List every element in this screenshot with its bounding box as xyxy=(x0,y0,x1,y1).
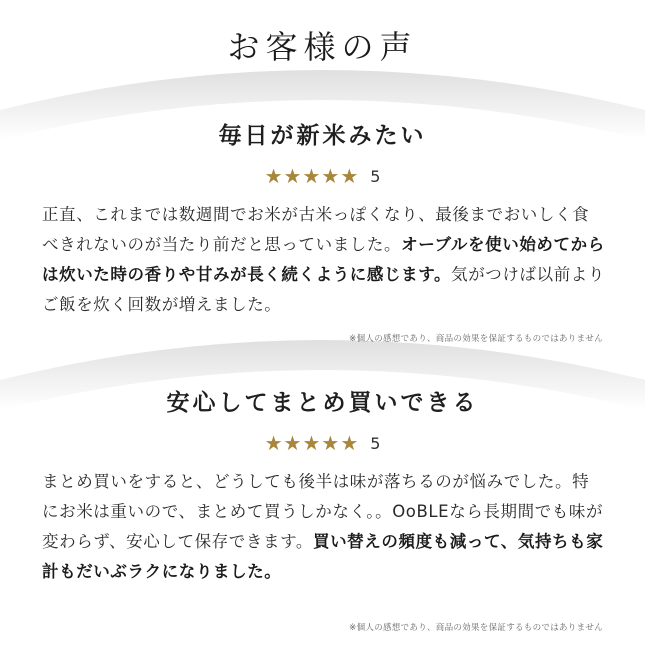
disclaimer-note: ※個人の感想であり、商品の効果を保証するものではありません xyxy=(349,334,603,344)
star-icon: ★ xyxy=(264,164,283,188)
review-text-emphasis: オーブルを使い始めてからは炊いた時の香りや甘みが長く続くように感じます。 xyxy=(42,235,605,284)
star-icon: ★ xyxy=(340,164,359,188)
star-icon: ★ xyxy=(264,431,283,455)
review-text: 正直、これまでは数週間でお米が古米っぽくなり、最後までおいしく食べきれないのが当たり前だと思っていました。 xyxy=(42,205,590,254)
review-title: 毎日が新米みたい xyxy=(218,123,427,149)
rating-score: 5 xyxy=(370,166,381,186)
star-icon: ★ xyxy=(302,431,321,455)
star-icon: ★ xyxy=(340,431,359,455)
review-text-emphasis: 買い替えの頻度も減って、気持ちも家計もだいぶラクになりました。 xyxy=(42,532,604,581)
review-text: まとめ買いをすると、どうしても後半は味が落ちるのが悩みでした。特にお米は重いので、まとめて買うしかなく。。OoBLEなら長期間でも味が変わらず、安心して保存できます。 xyxy=(42,472,604,551)
star-icon: ★ xyxy=(321,431,340,455)
star-icon: ★ xyxy=(302,164,321,188)
rating-score: 5 xyxy=(370,433,381,453)
review-text: 気がつけば以前よりご飯を炊く回数が増えました。 xyxy=(42,265,605,314)
review-card xyxy=(0,385,645,587)
star-rating xyxy=(265,166,359,186)
review-card xyxy=(0,118,645,320)
rating xyxy=(0,431,645,455)
review-title: 安心してまとめ買いできる xyxy=(166,390,479,416)
review-body xyxy=(0,200,645,320)
star-icon: ★ xyxy=(283,431,302,455)
review-body xyxy=(0,467,645,587)
star-rating xyxy=(265,433,359,453)
star-icon: ★ xyxy=(283,164,302,188)
rating xyxy=(0,164,645,188)
page-title: お客様の声 xyxy=(227,28,418,66)
disclaimer-note: ※個人の感想であり、商品の効果を保証するものではありません xyxy=(349,623,603,633)
star-icon: ★ xyxy=(321,164,340,188)
